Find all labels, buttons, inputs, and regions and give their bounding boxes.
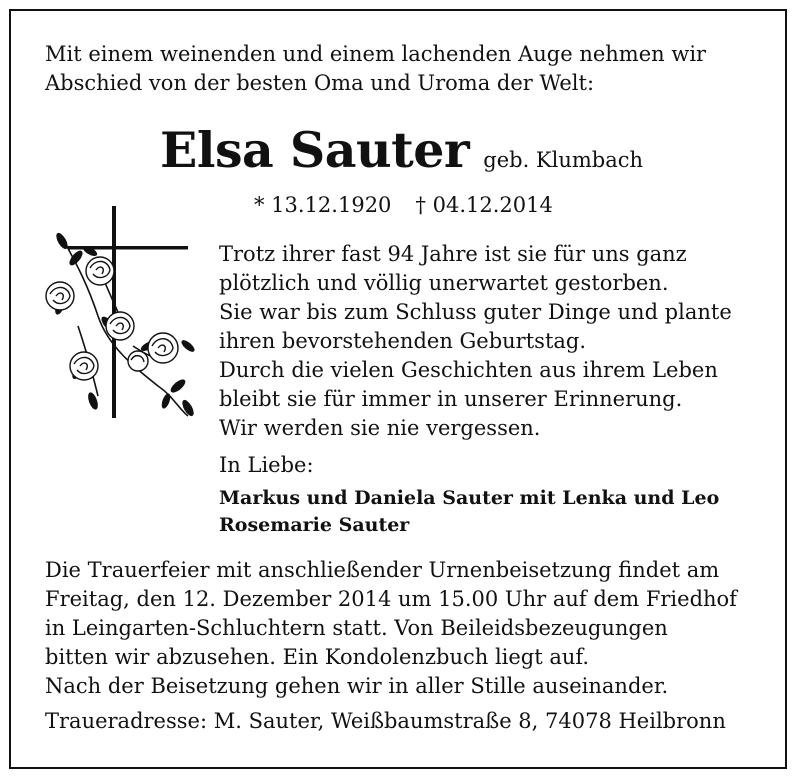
signer-line: Markus und Daniela Sauter mit Lenka und Leo <box>219 487 720 509</box>
name-heading <box>160 120 643 180</box>
signer-line: Rosemarie Sauter <box>219 514 410 536</box>
service-line: Nach der Beisetzung gehen wir in aller Stille auseinander. <box>45 674 669 698</box>
death-date: † 04.12.2014 <box>415 193 553 217</box>
service-text <box>45 556 737 701</box>
tribute-text <box>219 240 732 443</box>
tribute-line: ihren bevorstehenden Geburtstag. <box>219 329 587 353</box>
service-line: Freitag, den 12. Dezember 2014 um 15.00 Uhr auf dem Friedhof <box>45 587 737 611</box>
intro-line: Abschied von der besten Oma und Uroma der Welt: <box>45 71 595 95</box>
service-line: in Leingarten-Schluchtern statt. Von Beileidsbezeugungen <box>45 616 668 640</box>
signers <box>219 485 719 539</box>
cross-with-roses-icon <box>38 196 198 426</box>
birth-date: * 13.12.1920 <box>254 193 392 217</box>
tribute-line: Sie war bis zum Schluss guter Dinge und plante <box>219 300 732 324</box>
tribute-line: Wir werden sie nie vergessen. <box>219 416 541 440</box>
tribute-line: plötzlich und völlig unerwartet gestorben. <box>219 271 669 295</box>
tribute-line: Durch die vielen Geschichten aus ihrem Leben <box>219 358 718 382</box>
intro-text <box>45 40 706 98</box>
life-dates <box>254 191 577 220</box>
maiden-name: geb. Klumbach <box>483 148 644 172</box>
tribute-line: Trotz ihrer fast 94 Jahre ist sie für uns ganz <box>219 242 687 266</box>
intro-line: Mit einem weinenden und einem lachenden Auge nehmen wir <box>45 42 707 66</box>
mourning-address: Traueradresse: M. Sauter, Weißbaumstraße 8, 74078 Heilbronn <box>45 709 726 733</box>
tribute-line: bleibt sie für immer in unserer Erinnerung. <box>219 387 683 411</box>
service-line: bitten wir abzusehen. Ein Kondolenzbuch liegt auf. <box>45 645 590 669</box>
deceased-name: Elsa Sauter <box>160 121 470 179</box>
service-line: Die Trauerfeier mit anschließender Urnenbeisetzung findet am <box>45 558 720 582</box>
in-love-label: In Liebe: <box>219 453 314 477</box>
